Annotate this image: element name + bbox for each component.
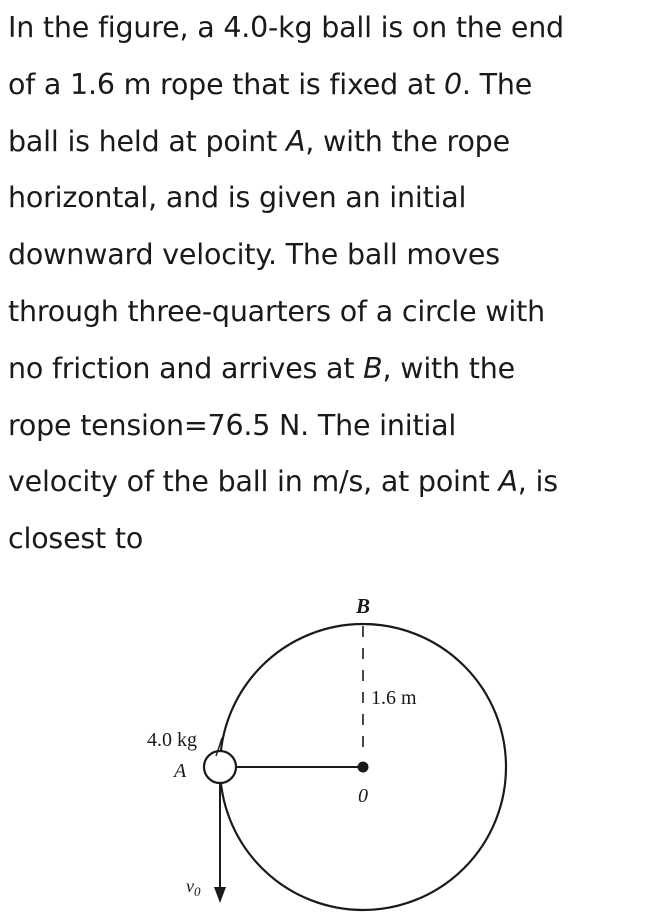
problem-text-segment: no friction and arrives at (8, 351, 364, 385)
problem-text-segment: , with the rope (305, 124, 510, 158)
problem-line (8, 170, 644, 227)
problem-text-segment: downward velocity. The ball moves (8, 238, 500, 272)
label-velocity-sub: 0 (194, 884, 201, 899)
problem-text-segment: horizontal, and is given an initial (8, 181, 467, 215)
problem-text-segment: In the figure, a 4.0-kg ball is on the end (8, 11, 564, 44)
problem-line (8, 284, 644, 341)
problem-line (8, 511, 644, 568)
problem-line (8, 57, 644, 114)
problem-text-segment: , with the (382, 351, 515, 385)
label-velocity-main: v (186, 876, 194, 896)
label-o: 0 (358, 785, 368, 807)
problem-text-segment: velocity of the ball in m/s, at point (8, 465, 499, 499)
problem-text-segment: ball is held at point (8, 124, 286, 158)
problem-text-segment: closest to (8, 522, 144, 556)
problem-line (8, 341, 644, 398)
problem-text-segment: . The (461, 67, 533, 101)
label-velocity (186, 876, 201, 899)
label-radius: 1.6 m (371, 687, 417, 709)
problem-line (8, 114, 644, 171)
problem-line (8, 0, 644, 57)
problem-text-segment: of a 1.6 m rope that is fixed at (8, 67, 444, 101)
ball (204, 751, 236, 783)
problem-variable: 0 (443, 67, 462, 101)
problem-variable: B (363, 351, 383, 385)
problem-line (8, 454, 644, 511)
pivot-point (358, 762, 369, 773)
velocity-arrow-head (214, 887, 226, 903)
label-a: A (174, 760, 187, 782)
problem-variable: A (285, 124, 306, 158)
problem-statement (8, 0, 644, 568)
label-b: B (355, 594, 371, 618)
pendulum-figure (0, 580, 650, 915)
problem-line (8, 398, 644, 455)
problem-line (8, 227, 644, 284)
problem-text-segment: through three-quarters of a circle with (8, 294, 545, 328)
problem-text-segment: rope tension=76.5 N. The initial (8, 408, 457, 442)
label-mass: 4.0 kg (147, 729, 197, 751)
problem-text-segment: , is (517, 465, 558, 499)
problem-variable: A (498, 465, 518, 499)
